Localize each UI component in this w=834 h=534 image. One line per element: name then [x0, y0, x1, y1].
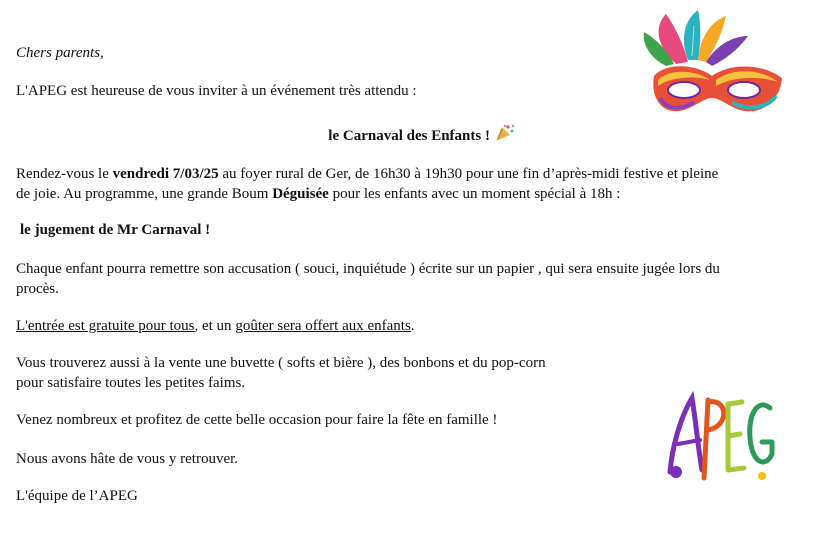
paragraph-2-line-1: Chaque enfant pourra remettre son accusation ( souci, inquiétude ) écrite sur un papier , qui sera ensuite jugée lors du — [16, 261, 720, 277]
paragraph-1-line-1 — [16, 164, 718, 184]
p3-end: . — [410, 318, 415, 334]
event-title — [16, 123, 828, 146]
paragraph-3 — [16, 316, 415, 336]
p1-text-a: Rendez-vous le — [16, 166, 113, 182]
signature: L'équipe de l’APEG — [16, 488, 138, 504]
p1-text-b: au foyer rural de Ger, de 16h30 à 19h30 pour une fin d’après-midi festive et pleine — [218, 166, 719, 182]
snack-text: goûter sera offert aux enfants — [235, 318, 411, 334]
paragraph-6: Nous avons hâte de vous y retrouver. — [16, 451, 239, 467]
p1-line2-b: pour les enfants avec un moment spécial à 18h : — [328, 186, 621, 202]
paragraph-4-line-1: Vous trouverez aussi à la vente une buvette ( softs et bière ), des bonbons et du pop-corn — [16, 355, 546, 371]
paragraph-4-line-2: pour satisfaire toutes les petites faims. — [16, 375, 246, 391]
p1-line2-a: de joie. Au programme, une grande Boum — [16, 186, 273, 202]
carnival-mask-image — [636, 6, 788, 122]
costume-word: Déguisée — [272, 186, 329, 202]
judgement-heading: le jugement de Mr Carnaval ! — [20, 222, 211, 238]
greeting: Chers parents, — [16, 45, 104, 61]
paragraph-5: Venez nombreux et profitez de cette belle occasion pour faire la fête en famille ! — [16, 412, 498, 428]
paragraph-1-line-2 — [16, 184, 620, 204]
intro-text: L'APEG est heureuse de vous inviter à un événement très attendu : — [16, 83, 417, 99]
party-popper-icon — [494, 123, 516, 143]
p3-mid: , et un — [194, 318, 236, 334]
free-entry-text: L'entrée est gratuite pour tous — [16, 318, 195, 334]
event-title-text: le Carnaval des Enfants ! — [328, 128, 490, 144]
event-date: vendredi 7/03/25 — [112, 166, 219, 182]
apeg-logo-image — [662, 388, 780, 488]
paragraph-2-line-2: procès. — [16, 281, 59, 297]
